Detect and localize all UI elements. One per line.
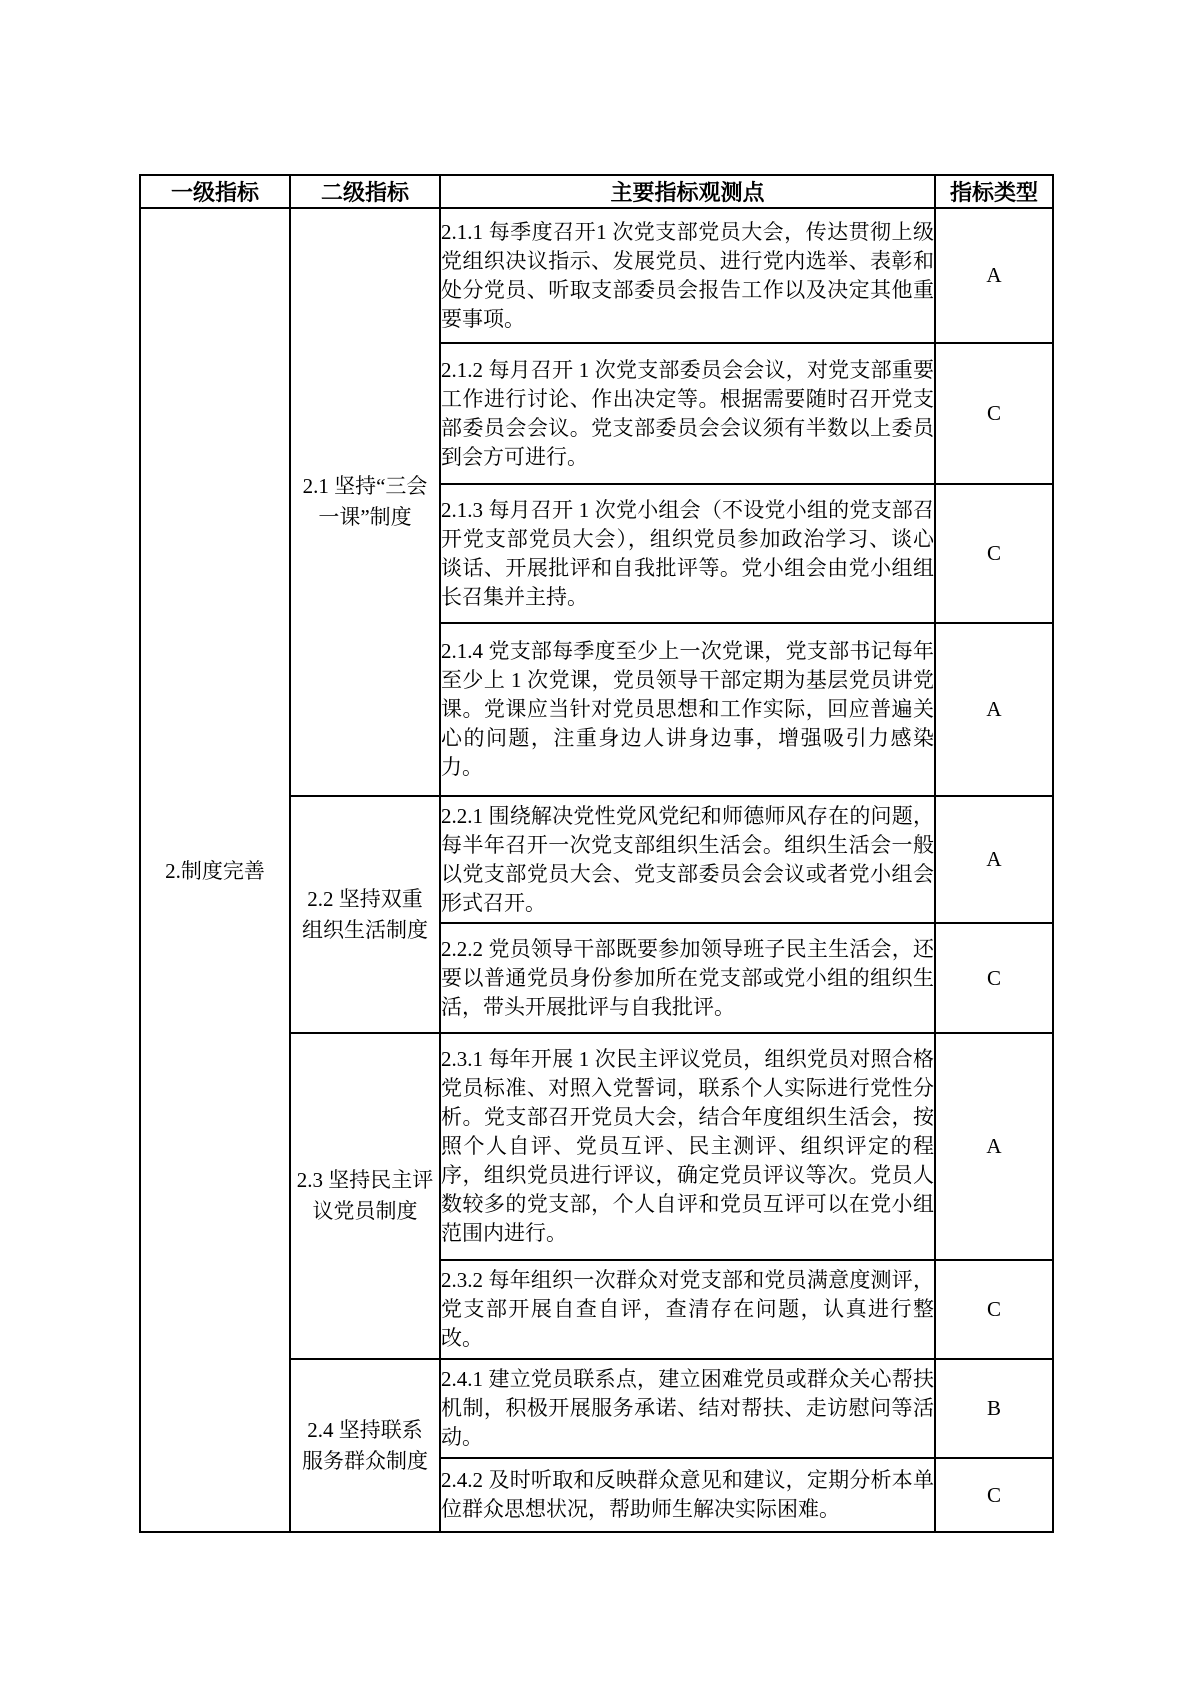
header-row: [140, 175, 1053, 208]
observation-cell: 2.4.1 建立党员联系点，建立困难党员或群众关心帮扶机制，积极开展服务承诺、结对帮扶、走访慰问等活动。: [440, 1359, 935, 1458]
type-cell: C: [935, 484, 1053, 623]
observation-cell: 2.1.1 每季度召开1 次党支部党员大会，传达贯彻上级党组织决议指示、发展党员、进行党内选举、表彰和处分党员、听取支部委员会报告工作以及决定其他重要事项。: [440, 208, 935, 343]
observation-cell: 2.2.1 围绕解决党性党风党纪和师德师风存在的问题，每半年召开一次党支部组织生活会。组织生活会一般以党支部党员大会、党支部委员会会议或者党小组会形式召开。: [440, 796, 935, 923]
group-cell-2-2: [290, 796, 440, 1033]
type-cell: C: [935, 1260, 1053, 1359]
group-label-line: 服务群众制度: [302, 1448, 428, 1473]
type-cell: C: [935, 343, 1053, 484]
header-indicator-type: 指标类型: [935, 175, 1053, 208]
group-label-line: 议党员制度: [312, 1199, 418, 1223]
header-observation-points: 主要指标观测点: [440, 175, 935, 208]
type-cell: B: [935, 1359, 1053, 1458]
type-cell: A: [935, 208, 1053, 343]
group-label-line: 组织生活制度: [302, 917, 428, 942]
table-row: [140, 208, 1053, 343]
observation-cell: 2.3.2 每年组织一次群众对党支部和党员满意度测评，党支部开展自查自评，查清存在问题，认真进行整改。: [440, 1260, 935, 1359]
group-label-line: 2.3 坚持民主评: [296, 1168, 434, 1192]
type-cell: C: [935, 923, 1053, 1033]
group-label-line: 2.2 坚持双重: [307, 886, 423, 911]
type-cell: A: [935, 796, 1053, 923]
header-level2: 二级指标: [290, 175, 440, 208]
observation-cell: 2.1.4 党支部每季度至少上一次党课，党支部书记每年至少上 1 次党课，党员领导干部定期为基层党员讲党课。党课应当针对党员思想和工作实际，回应普遍关心的问题，注重身边人讲身边事，增强吸引力感染力。: [440, 623, 935, 796]
type-cell: C: [935, 1458, 1053, 1532]
type-cell: A: [935, 1033, 1053, 1260]
observation-cell: 2.1.2 每月召开 1 次党支部委员会会议，对党支部重要工作进行讨论、作出决定等。根据需要随时召开党支部委员会会议。党支部委员会会议须有半数以上委员到会方可进行。: [440, 343, 935, 484]
group-label-line: 2.4 坚持联系: [307, 1417, 423, 1442]
group-cell-2-1: [290, 208, 440, 796]
level1-cell: 2.制度完善: [140, 208, 290, 1532]
group-label-line: 一课”制度: [318, 505, 412, 529]
observation-cell: 2.3.1 每年开展 1 次民主评议党员，组织党员对照合格党员标准、对照入党誓词，联系个人实际进行党性分析。党支部召开党员大会，结合年度组织生活会，按照个人自评、党员互评、民主测评、组织评定的程序，组织党员进行评议，确定党员评议等次。党员人数较多的党支部，个人自评和党员互评可以在党小组范围内进行。: [440, 1033, 935, 1260]
type-cell: A: [935, 623, 1053, 796]
indicator-table: [139, 174, 1054, 1533]
observation-cell: 2.1.3 每月召开 1 次党小组会（不设党小组的党支部召开党支部党员大会），组织党员参加政治学习、谈心谈话、开展批评和自我批评等。党小组会由党小组组长召集并主持。: [440, 484, 935, 623]
group-cell-2-4: [290, 1359, 440, 1532]
observation-cell: 2.4.2 及时听取和反映群众意见和建议，定期分析本单位群众思想状况，帮助师生解决实际困难。: [440, 1458, 935, 1532]
header-level1: 一级指标: [140, 175, 290, 208]
group-cell-2-3: [290, 1033, 440, 1359]
group-label-line: 2.1 坚持“三会: [302, 474, 428, 498]
observation-cell: 2.2.2 党员领导干部既要参加领导班子民主生活会，还要以普通党员身份参加所在党支部或党小组的组织生活，带头开展批评与自我批评。: [440, 923, 935, 1033]
